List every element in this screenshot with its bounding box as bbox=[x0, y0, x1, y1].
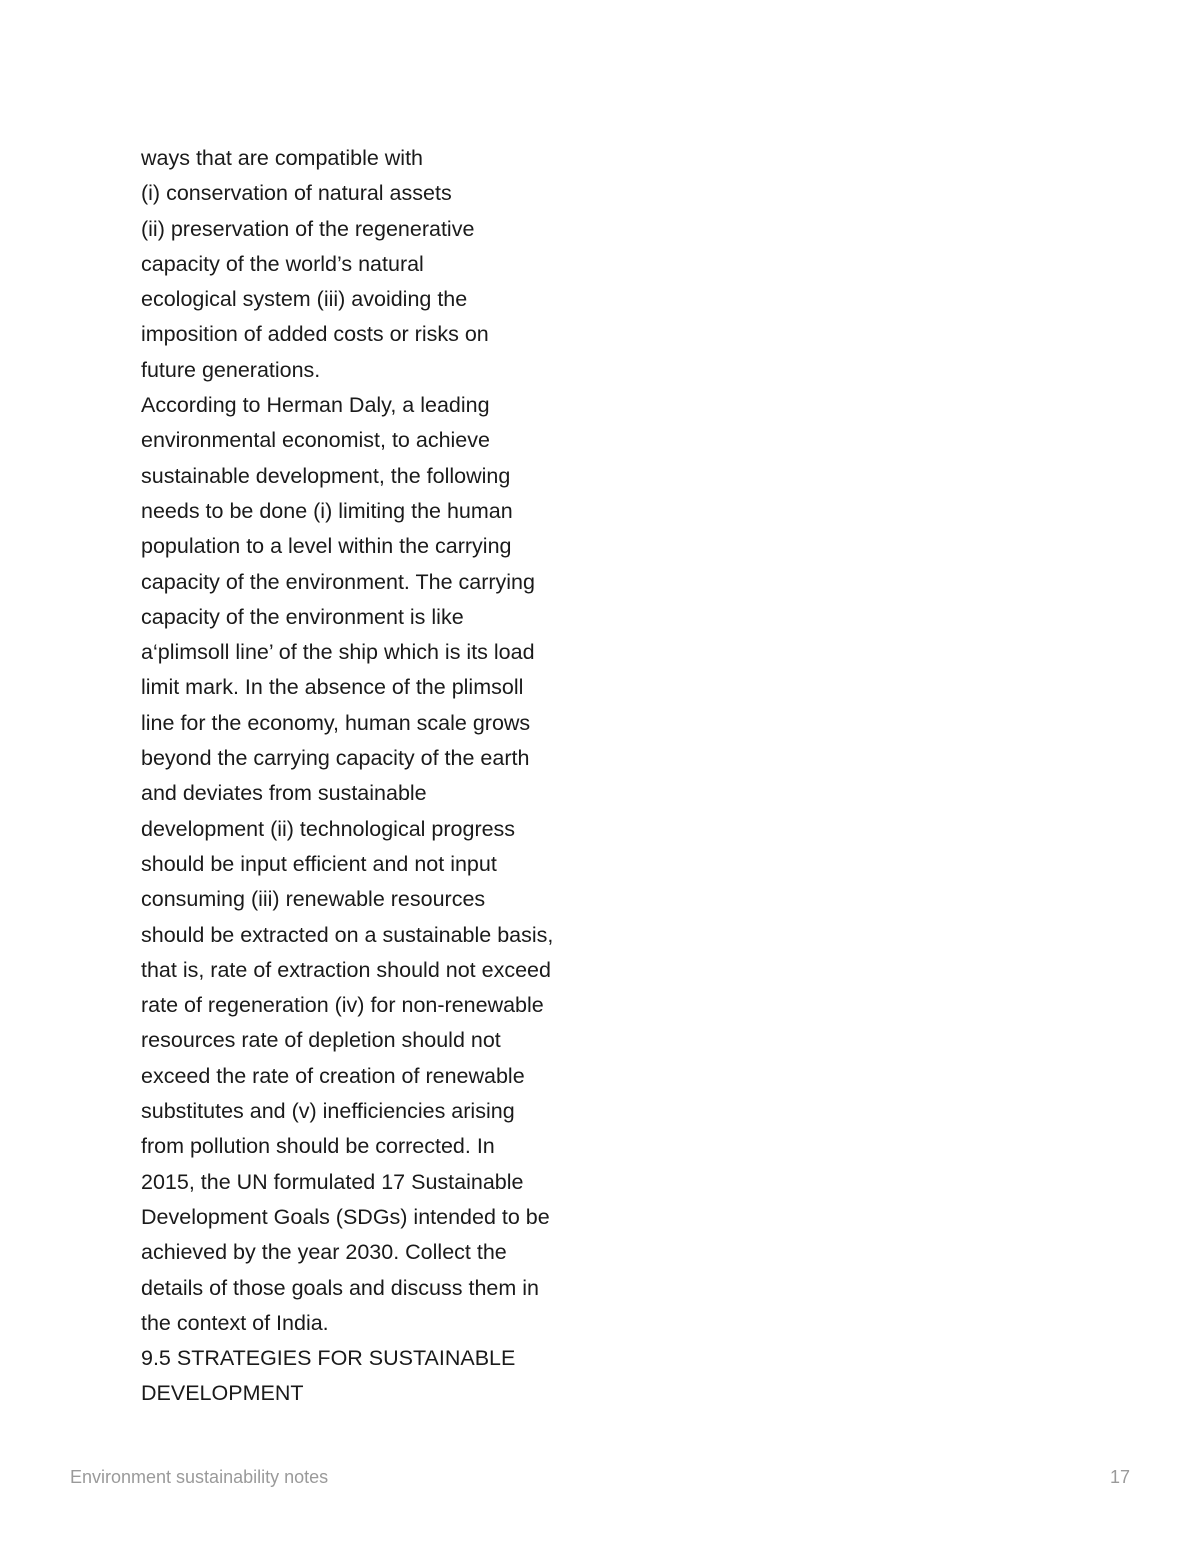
text-line: and deviates from sustainable bbox=[141, 781, 427, 806]
text-line: that is, rate of extraction should not exceed bbox=[141, 957, 551, 982]
text-line: According to Herman Daly, a leading bbox=[141, 393, 490, 418]
section-heading-line: DEVELOPMENT bbox=[141, 1381, 304, 1406]
text-line: resources rate of depletion should not bbox=[141, 1028, 501, 1053]
text-line: Development Goals (SDGs) intended to be bbox=[141, 1204, 550, 1229]
text-line: capacity of the world’s natural bbox=[141, 251, 424, 276]
text-line: (ii) preservation of the regenerative bbox=[141, 216, 475, 241]
text-line: a‘plimsoll line’ of the ship which is its load bbox=[141, 640, 535, 665]
text-line: details of those goals and discuss them in bbox=[141, 1275, 539, 1300]
text-line: imposition of added costs or risks on bbox=[141, 322, 489, 347]
text-line: beyond the carrying capacity of the earth bbox=[141, 746, 530, 771]
text-line: capacity of the environment. The carrying bbox=[141, 569, 535, 594]
text-line: achieved by the year 2030. Collect the bbox=[141, 1240, 507, 1265]
text-line: ways that are compatible with bbox=[141, 146, 424, 170]
text-line: future generations. bbox=[141, 357, 321, 382]
text-line: limit mark. In the absence of the plimsoll bbox=[141, 675, 524, 700]
text-line: ecological system (iii) avoiding the bbox=[141, 287, 468, 312]
text-line: rate of regeneration (iv) for non-renewable bbox=[141, 993, 544, 1018]
text-line: population to a level within the carrying bbox=[141, 534, 512, 559]
text-line: should be input efficient and not input bbox=[141, 851, 497, 876]
footer-page-number: 17 bbox=[1109, 1467, 1130, 1487]
text-line: line for the economy, human scale grows bbox=[141, 710, 531, 735]
text-line: should be extracted on a sustainable basis, bbox=[141, 922, 554, 947]
text-line: sustainable development, the following bbox=[141, 463, 511, 488]
text-line: consuming (iii) renewable resources bbox=[141, 887, 486, 912]
text-line: development (ii) technological progress bbox=[141, 816, 516, 841]
text-line: needs to be done (i) limiting the human bbox=[141, 498, 513, 523]
text-line: 2015, the UN formulated 17 Sustainable bbox=[141, 1169, 524, 1194]
text-line: environmental economist, to achieve bbox=[141, 428, 490, 453]
text-line: the context of India. bbox=[141, 1310, 329, 1335]
section-heading-line: 9.5 STRATEGIES FOR SUSTAINABLE bbox=[141, 1346, 516, 1371]
text-line: exceed the rate of creation of renewable bbox=[141, 1063, 525, 1088]
body-text bbox=[141, 141, 611, 1412]
footer-document-title: Environment sustainability notes bbox=[70, 1467, 329, 1487]
text-line: from pollution should be corrected. In bbox=[141, 1134, 495, 1159]
text-line: (i) conservation of natural assets bbox=[141, 181, 452, 206]
text-line: substitutes and (v) inefficiencies arising bbox=[141, 1099, 515, 1124]
text-line: capacity of the environment is like bbox=[141, 604, 464, 629]
